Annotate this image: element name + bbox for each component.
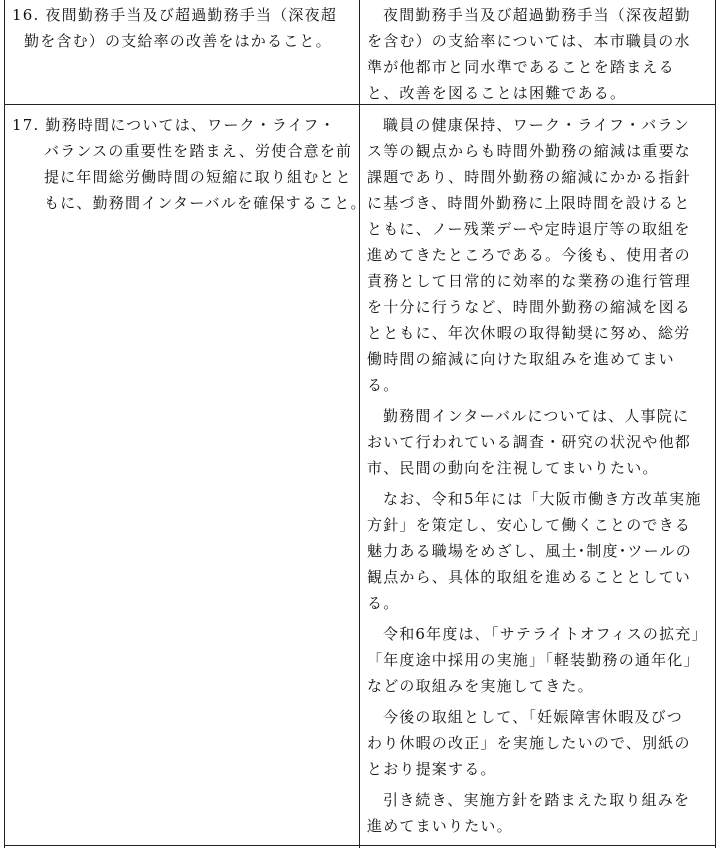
text-line: ともに、ノー残業デーや定時退庁等の取組を [367, 220, 691, 238]
text-line: とともに、年次休暇の取得勧奨に努め、総労 [367, 324, 691, 342]
text-line: 夜間勤務手当及び超過勤務手当（深夜超勤 [383, 6, 691, 24]
text-line: 責務として日常的に効率的な業務の進行管理 [367, 272, 692, 290]
text-line: 17. 勤務時間については、ワーク・ライフ・ [12, 116, 336, 134]
text-line: を含む）の支給率については、本市職員の水 [367, 32, 691, 50]
text-line: 方針」を策定し、安心して働くことのできる [367, 516, 692, 534]
text-line: 勤務間インターバルについては、人事院に [383, 407, 690, 425]
text-line: 準が他都市と同水準であることを踏まえる [367, 58, 675, 76]
text-line: 職員の健康保持、ワーク・ライフ・バラン [383, 116, 690, 134]
text-line: 進めてきたところである。今後も、使用者の [367, 246, 691, 264]
request-item-16 [12, 2, 357, 54]
text-line: 進めてまいりたい。 [367, 817, 513, 835]
text-line: ス等の観点からも時間外勤務の縮減は重要な [367, 142, 692, 160]
text-line: もに、勤務間インターバルを確保すること。 [44, 194, 367, 212]
text-line: などの取組みを実施してきた。 [367, 677, 594, 695]
text-line: 勤を含む）の支給率の改善をはかること。 [24, 32, 332, 50]
text-line: る。 [367, 594, 400, 612]
text-line: おいて行われている調査・研究の状況や他都 [367, 433, 692, 451]
response-item-17 [367, 112, 712, 839]
text-line: 魅力ある職場をめざし、風土･制度･ツールの [367, 542, 692, 560]
text-line: を十分に行うなど、時間外勤務の縮減を図る [367, 298, 692, 316]
text-line: 16. 夜間勤務手当及び超過勤務手当（深夜超 [12, 6, 338, 24]
text-line: 働時間の縮減に向けた取組みを進めてまい [367, 350, 675, 368]
text-line: なお、令和5年には「大阪市働き方改革実施 [383, 490, 702, 508]
text-line: 観点から、具体的取組を進めることとしてい [367, 568, 692, 586]
text-line: 今後の取組として、「妊娠障害休暇及びつ [383, 708, 684, 726]
text-line: 課題であり、時間外勤務の縮減にかかる指針 [367, 168, 692, 186]
request-item-17 [12, 112, 367, 216]
text-line: わり休暇の改正」を実施したいので、別紙の [367, 734, 691, 752]
text-line: とおり提案する。 [367, 760, 497, 778]
text-line: 令和6年度は､「サテライトオフィスの拡充」 [383, 625, 708, 643]
table-border-right [715, 0, 716, 848]
response-item-16 [367, 2, 712, 106]
table-border-bottom [4, 845, 716, 846]
text-line: バランスの重要性を踏まえ、労使合意を前 [44, 142, 353, 160]
text-line: 引き続き、実施方針を踏まえた取り組みを [383, 791, 691, 809]
text-line: る。 [367, 376, 400, 394]
text-line: 「年度途中採用の実施」「軽装勤務の通年化」 [367, 651, 700, 669]
table-border-left [4, 0, 5, 848]
text-line: 市、民間の動向を注視してまいりたい。 [367, 459, 659, 477]
table-column-divider [359, 0, 360, 848]
text-line: と、改善を図ることは困難である。 [367, 84, 627, 102]
text-line: 提に年間総労働時間の短縮に取り組むとと [44, 168, 352, 186]
text-line: に基づき、時間外勤務に上限時間を設けると [367, 194, 691, 212]
